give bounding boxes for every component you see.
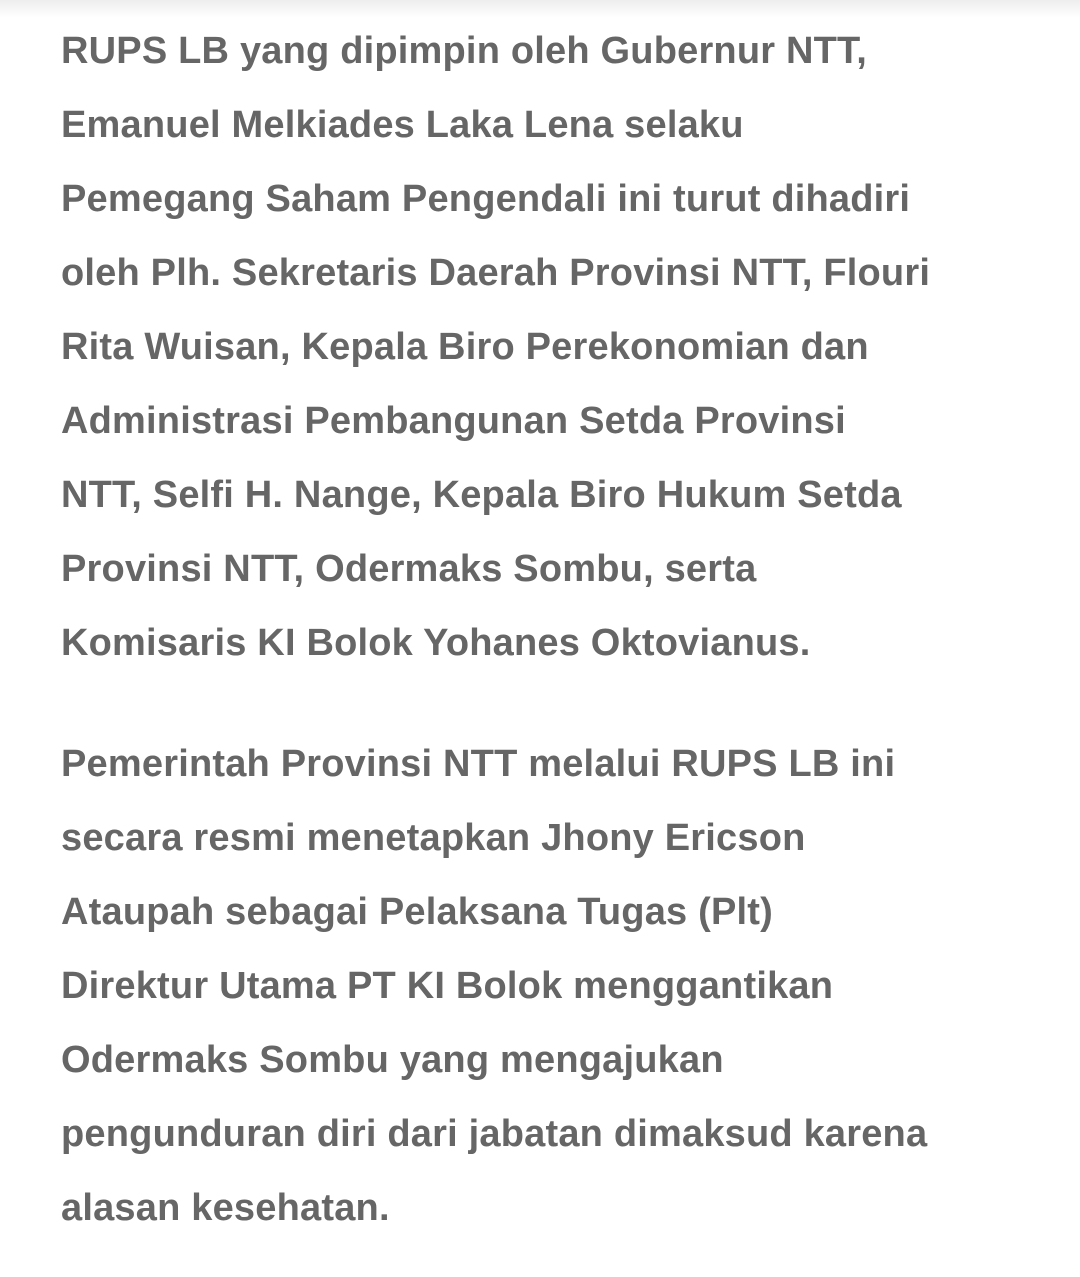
paragraph-line: Odermaks Sombu yang mengajukan (61, 1039, 724, 1081)
article-paragraph-2 (61, 727, 1051, 1245)
paragraph-line: Pemerintah Provinsi NTT melalui RUPS LB ini (61, 743, 896, 785)
article-paragraph-1 (61, 14, 1051, 680)
paragraph-line: secara resmi menetapkan Jhony Ericson (61, 817, 806, 859)
paragraph-line: Administrasi Pembangunan Setda Provinsi (61, 400, 846, 442)
paragraph-line: Ataupah sebagai Pelaksana Tugas (Plt) (61, 891, 774, 933)
paragraph-line: Provinsi NTT, Odermaks Sombu, serta (61, 548, 757, 590)
paragraph-line: NTT, Selfi H. Nange, Kepala Biro Hukum Setda (61, 474, 902, 516)
paragraph-line: Rita Wuisan, Kepala Biro Perekonomian dan (61, 326, 869, 368)
paragraph-line: Komisaris KI Bolok Yohanes Oktovianus. (61, 622, 811, 664)
paragraph-line: Pemegang Saham Pengendali ini turut dihadiri (61, 178, 911, 220)
paragraph-line: oleh Plh. Sekretaris Daerah Provinsi NTT, Flouri (61, 252, 931, 294)
paragraph-line: pengunduran diri dari jabatan dimaksud karena (61, 1113, 928, 1155)
paragraph-line: Direktur Utama PT KI Bolok menggantikan (61, 965, 834, 1007)
paragraph-line: Emanuel Melkiades Laka Lena selaku (61, 104, 744, 146)
article-body (61, 14, 1051, 1245)
paragraph-line: alasan kesehatan. (61, 1187, 390, 1229)
paragraph-line: RUPS LB yang dipimpin oleh Gubernur NTT, (61, 30, 868, 72)
